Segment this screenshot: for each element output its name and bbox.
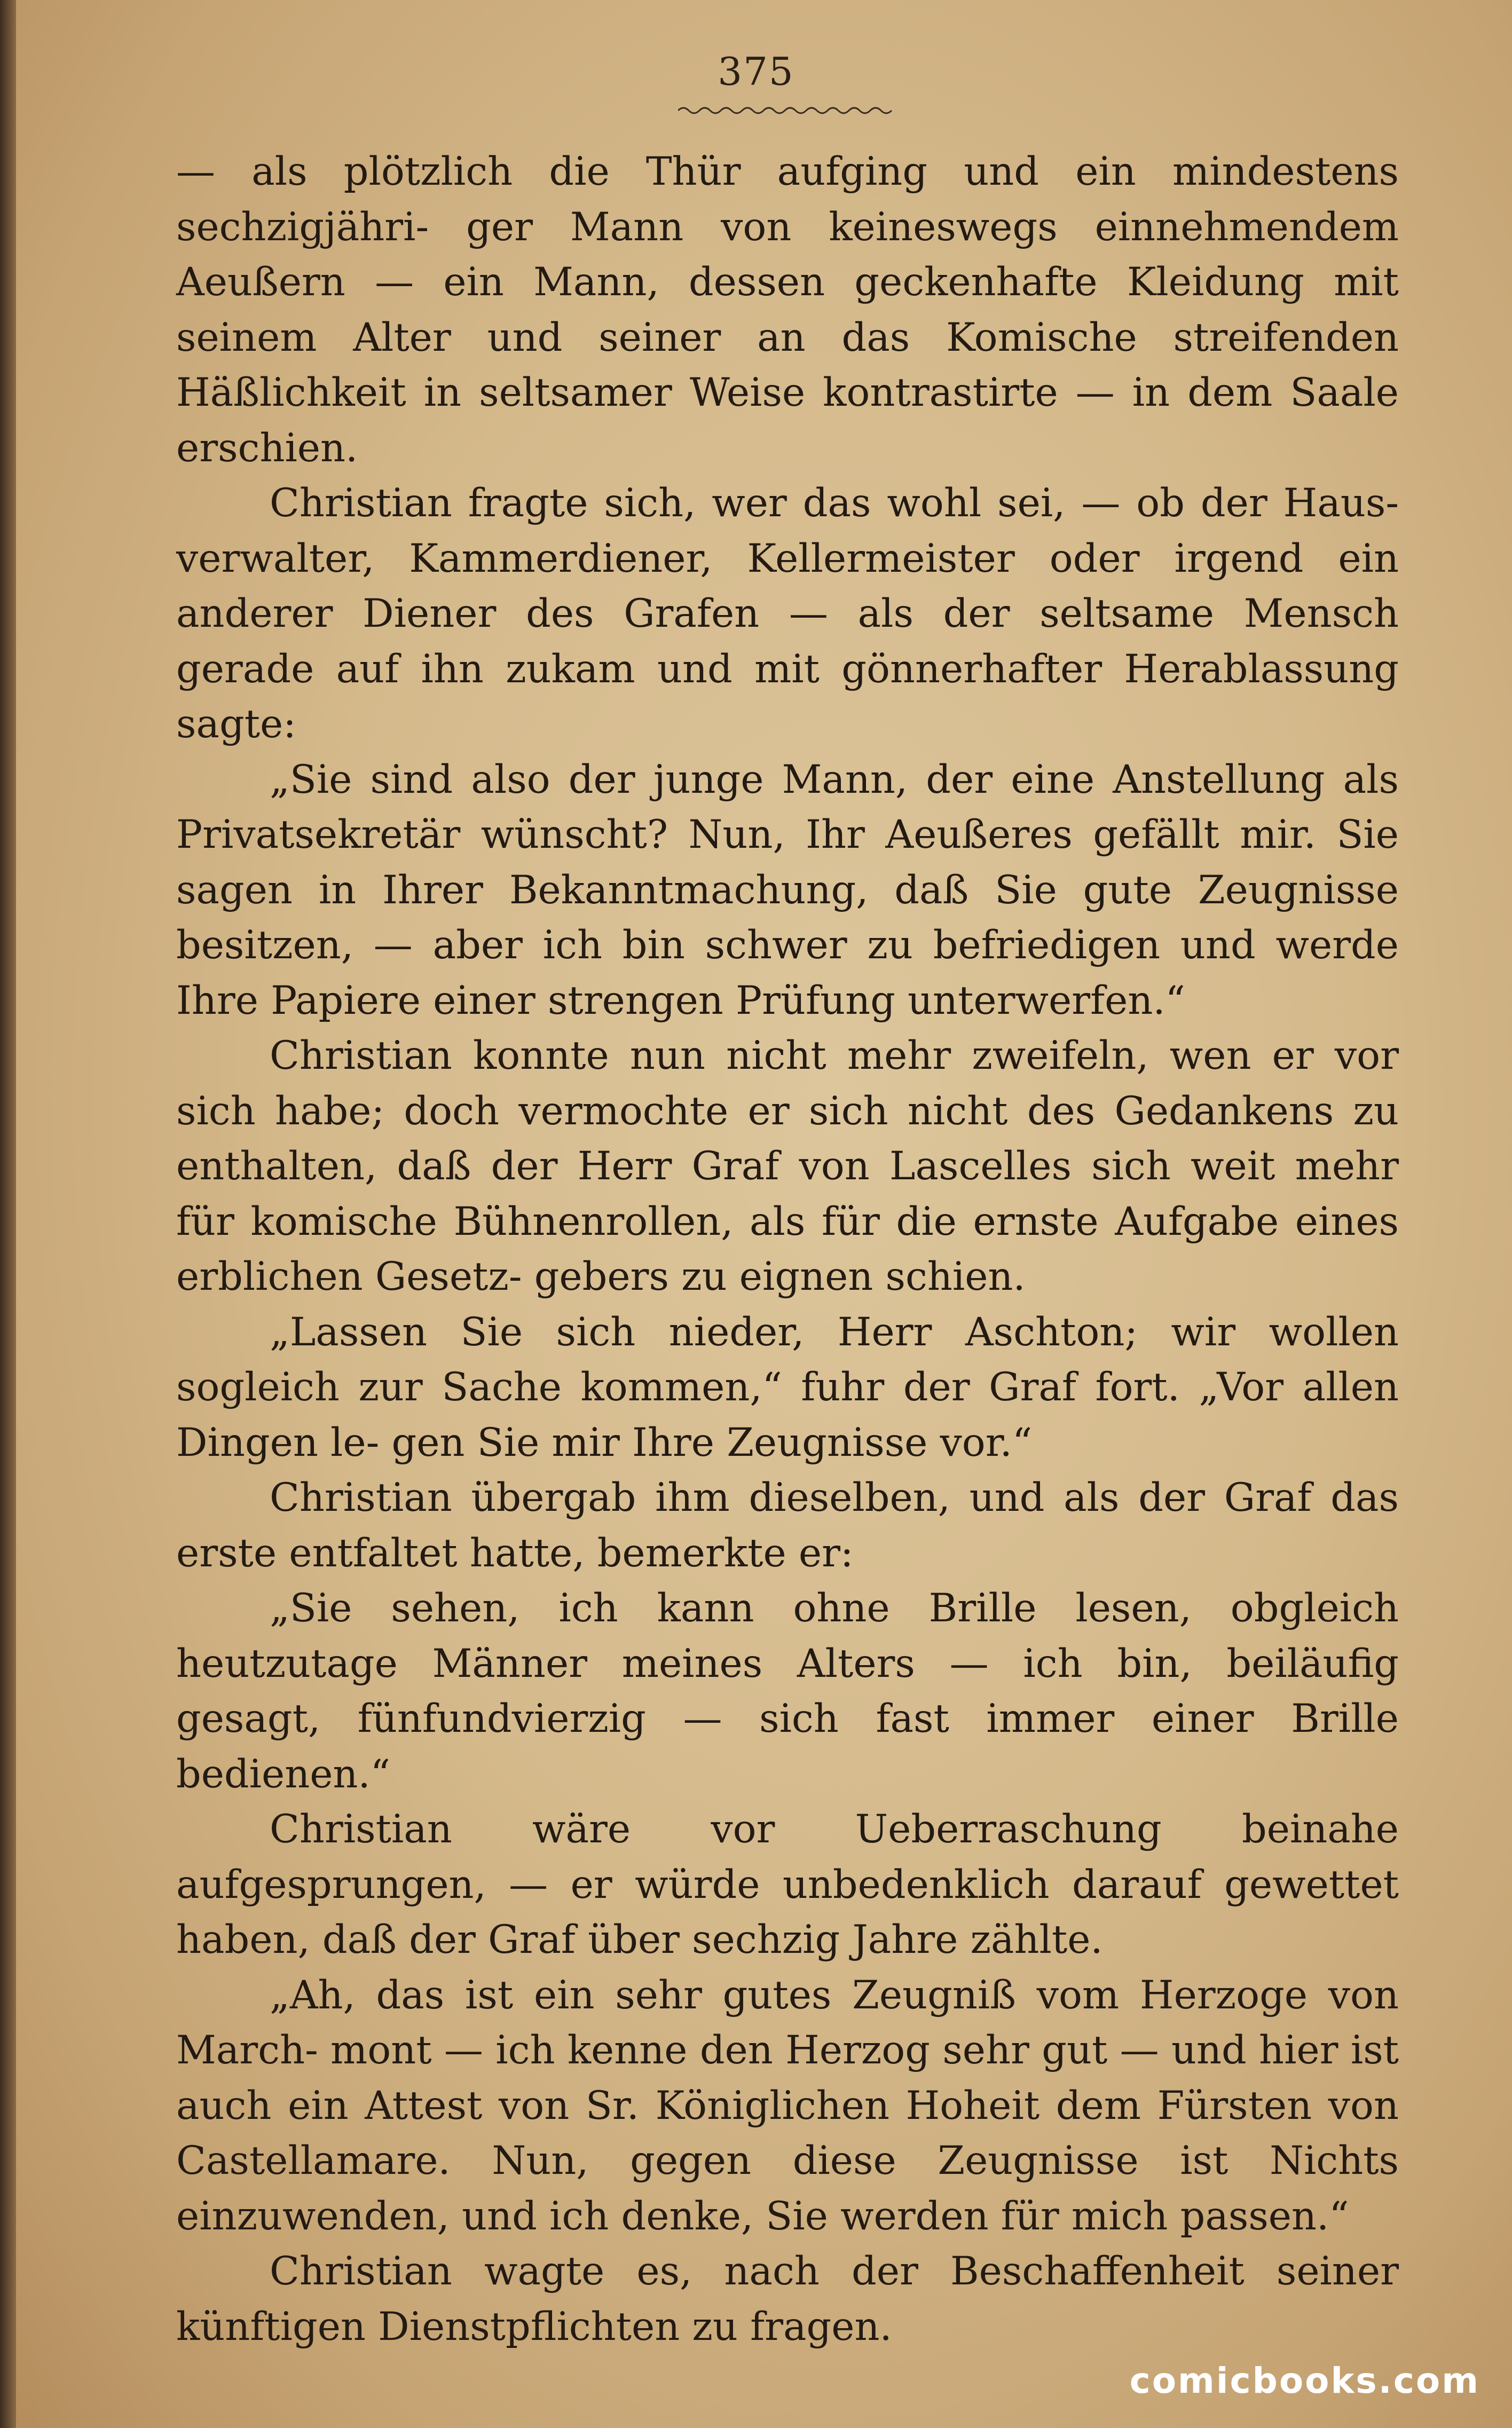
paragraph: Christian fragte sich, wer das wohl sei, — ob der Haus- verwalter, Kammerdiener, Kellermeister oder irgend ein anderer Diener des Grafen — als der seltsame Mensch gerade auf ihn zukam und mit gönnerhafter Herablassung sagte: [176,480,1399,747]
paragraph: Christian wagte es, nach der Beschaffenheit seiner künftigen Dienstpflichten zu fragen. [176,2249,1399,2350]
page-number: 375 [718,49,794,94]
body-text [176,144,1399,2354]
page-binding-edge [0,0,16,2428]
watermark: comicbooks.com [1129,2360,1480,2401]
paragraph: „Sie sind also der junge Mann, der eine Anstellung als Privatsekretär wünscht? Nun, Ihr Aeußeres gefällt mir. Sie sagen in Ihrer Bekanntmachung, daß Sie gute Zeugnisse besitzen, — aber ich bin schwer zu befriedigen und werde Ihre Papiere einer strengen Prüfung unterwerfen.“ [176,756,1399,1023]
paragraph: — als plötzlich die Thür aufging und ein mindestens sechzigjähri- ger Mann von keineswegs einnehmendem Aeußern — ein Mann, dessen geckenhafte Kleidung mit seinem Alter und seiner an das Komische streifenden Häßlichkeit in seltsamer Weise kontrastirte — in dem Saale erschien. [176,149,1399,471]
paragraph: Christian wäre vor Ueberraschung beinahe aufgesprungen, — er würde unbedenklich darauf gewettet haben, daß der Graf über sechzig Jahre zählte. [176,1807,1399,1962]
paragraph: Christian konnte nun nicht mehr zweifeln, wen er vor sich habe; doch vermochte er sich nicht des Gedankens zu enthalten, daß der Herr Graf von Lascelles sich weit mehr für komische Bühnenrollen, als für die ernste Aufgabe eines erblichen Gesetz- gebers zu eignen schien. [176,1033,1399,1299]
paragraph: Christian übergab ihm dieselben, und als der Graf das erste entfaltet hatte, bemerkte er: [176,1475,1399,1576]
decorative-rule [678,103,897,119]
paragraph: „Sie sehen, ich kann ohne Brille lesen, obgleich heutzutage Männer meines Alters — ich bin, beiläufig gesagt, fünfundvierzig — sich fast immer einer Brille bedienen.“ [176,1586,1399,1797]
paragraph: „Lassen Sie sich nieder, Herr Aschton; wir wollen sogleich zur Sache kommen,“ fuhr der Graf fort. „Vor allen Dingen le- gen Sie mir Ihre Zeugnisse vor.“ [176,1309,1399,1465]
paragraph: „Ah, das ist ein sehr gutes Zeugniß vom Herzoge von March- mont — ich kenne den Herzog sehr gut — und hier ist auch ein Attest von Sr. Königlichen Hoheit dem Fürsten von Castellamare. Nun, gegen diese Zeugnisse ist Nichts einzuwenden, und ich denke, Sie werden für mich passen.“ [176,1972,1399,2239]
